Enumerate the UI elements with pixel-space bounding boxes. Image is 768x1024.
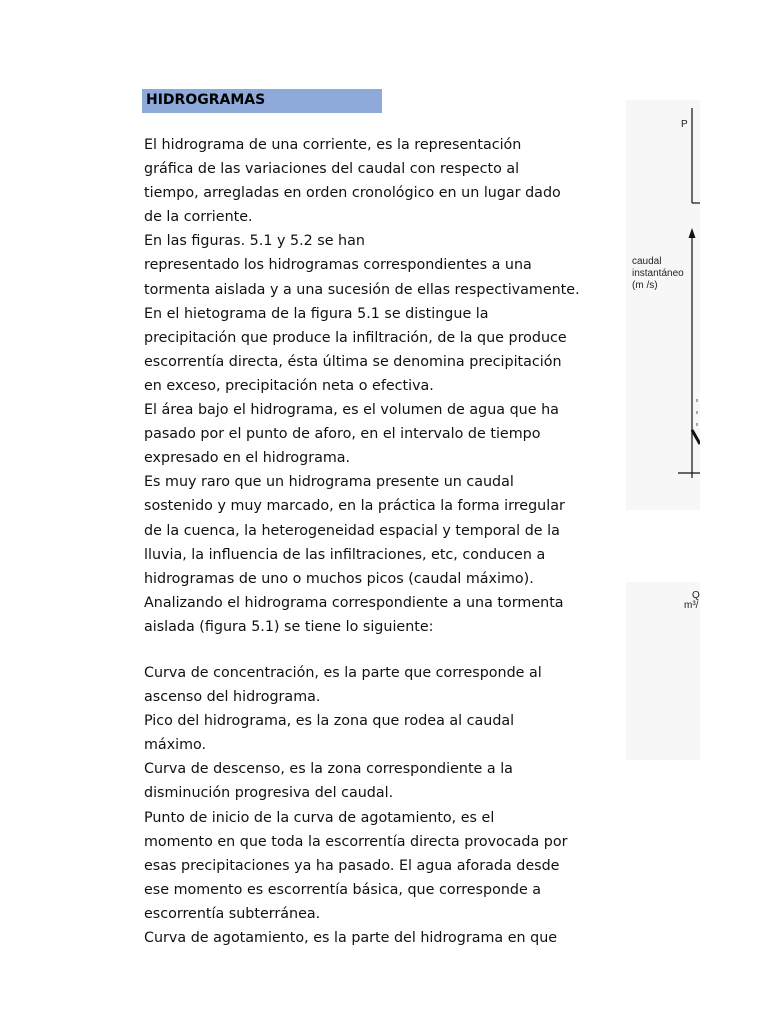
hydrograph-figure-fragment (626, 100, 700, 760)
text-line: lluvia, la influencia de las infiltraciones, etc, conducen a (144, 546, 546, 563)
text-line: En las figuras. 5.1 y 5.2 se han (144, 233, 365, 250)
text-line: gráfica de las variaciones del caudal con respecto al (144, 161, 520, 178)
text-line: en exceso, precipitación neta o efectiva. (144, 377, 434, 394)
text-line: disminución progresiva del caudal. (144, 785, 394, 802)
text-line: escorrentía subterránea. (144, 905, 321, 922)
text-line: tiempo, arregladas en orden cronológico en un lugar dado (144, 185, 561, 202)
text-line: Punto de inicio de la curva de agotamiento, es el (144, 809, 495, 826)
text-line: Es muy raro que un hidrograma presente un caudal (144, 474, 514, 491)
figure-axes (626, 100, 700, 760)
text-line: Curva de agotamiento, es la parte del hidrograma en que (144, 930, 558, 947)
discharge-label-line-2: instantáneo (632, 268, 684, 279)
text-line: momento en que toda la escorrentía directa provocada por (144, 833, 568, 850)
text-line: precipitación que produce la infiltración, de la que produce (144, 329, 567, 346)
text-line: escorrentía directa, ésta última se denomina precipitación (144, 353, 562, 370)
hydrograph-curve-fragment (692, 430, 700, 444)
text-line: Analizando el hidrograma correspondiente a una tormenta (144, 594, 564, 611)
text-line: de la cuenca, la heterogeneidad espacial y temporal de la (144, 522, 560, 539)
text-line: El hidrograma de una corriente, es la representación (144, 137, 522, 153)
text-line: ese momento es escorrentía básica, que corresponde a (144, 881, 542, 898)
text-line: En el hietograma de la figura 5.1 se distingue la (144, 305, 489, 322)
section-heading: HIDROGRAMAS (146, 92, 266, 108)
q-axis-label: Q (692, 590, 700, 601)
text-line: El área bajo el hidrograma, es el volumen de agua que ha (144, 402, 559, 419)
discharge-label-line-1: caudal (632, 256, 662, 267)
text-line: máximo. (144, 737, 207, 754)
text-line: de la corriente. (144, 209, 253, 226)
text-line: esas precipitaciones ya ha pasado. El agua aforada desde (144, 857, 560, 874)
text-line: Pico del hidrograma, es la zona que rodea al caudal (144, 713, 515, 730)
q-axis-unit: m³/ (684, 600, 699, 611)
body-text-block-1 (144, 133, 584, 639)
text-line: hidrogramas de uno o muchos picos (caudal máximo). (144, 570, 534, 587)
text-line: ascenso del hidrograma. (144, 689, 321, 706)
text-line: Curva de concentración, es la parte que corresponde al (144, 665, 542, 681)
text-line: representado los hidrogramas correspondientes a una (144, 257, 532, 274)
text-line: tormenta aislada y a una sucesión de ellas respectivamente. (144, 281, 580, 298)
text-line: pasado por el punto de aforo, en el intervalo de tiempo (144, 426, 541, 443)
precipitation-label: P (681, 119, 688, 130)
text-line: expresado en el hidrograma. (144, 450, 351, 467)
text-line: sostenido y muy marcado, en la práctica la forma irregular (144, 498, 565, 515)
discharge-axis-arrow (689, 228, 696, 238)
discharge-label-line-3: (m /s) (632, 280, 658, 291)
text-line: aislada (figura 5.1) se tiene lo siguiente: (144, 618, 434, 635)
body-text-block-2 (144, 661, 584, 950)
text-line: Curva de descenso, es la zona correspondiente a la (144, 761, 513, 778)
